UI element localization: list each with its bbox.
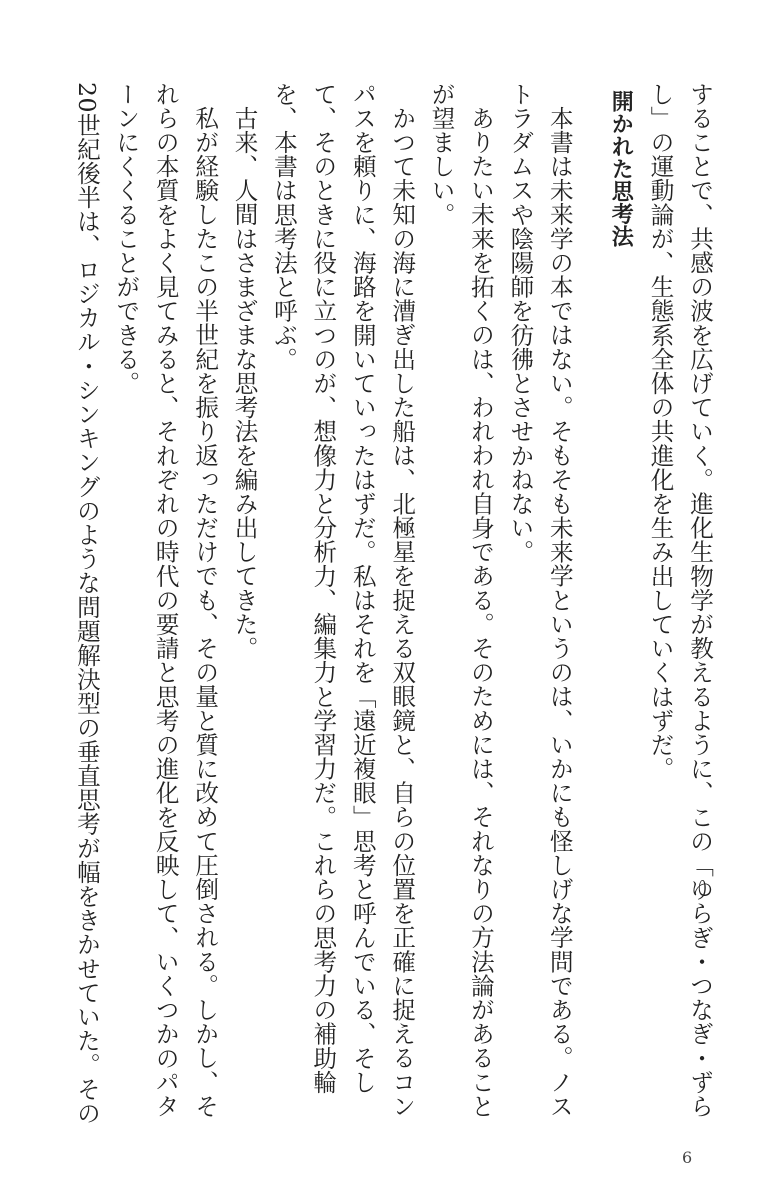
paragraph: 本書は未来学の本ではない。そもそも未来学というのは、いかにも怪しげな学問である。ノストラダムスや陰陽師を彷彿とさせかねない。 bbox=[506, 82, 574, 1118]
paragraph: 古来、人間はさまざまな思考法を編み出してきた。 bbox=[230, 105, 259, 660]
paragraph: 20世紀後半は、ロジカル・シンキングのような問題解決型の垂直思考が幅をきかせていた。その bbox=[72, 82, 101, 1126]
paragraph: ありたい未来を拓くのは、われわれ自身である。そのためには、それなりの方法論があることが望ましい。 bbox=[427, 82, 495, 1118]
paragraph-continuation: することで、共感の波を広げていく。進化生物学が教えるように、この「ゆらぎ・つなぎ・ずらし」の運動論が、生態系全体の共進化を生み出していくはずだ。 bbox=[646, 82, 714, 1119]
section-heading: 開かれた思考法 bbox=[608, 90, 634, 248]
page-number: 6 bbox=[682, 1148, 693, 1167]
page-body bbox=[59, 82, 719, 1132]
paragraph: 私が経験したこの半世紀を振り返っただけでも、その量と質に改めて圧倒される。しかし、それらの本質をよく見てみると、それぞれの時代の要請と思考の進化を反映して、いくつかのパターンにくくることができる。 bbox=[112, 82, 220, 1119]
paragraph: かつて未知の海に漕ぎ出した船は、北極星を捉える双眼鏡と、自らの位置を正確に捉えるコンパスを頼りに、海路を開いていったはずだ。私はそれを「遠近複眼」思考と呼んでいる、そして、そのときに役に立つのが、想像力と分析力、編集力と学習力だ。これらの思考力の補助輪を、本書は思考法と呼ぶ。 bbox=[269, 82, 417, 1118]
